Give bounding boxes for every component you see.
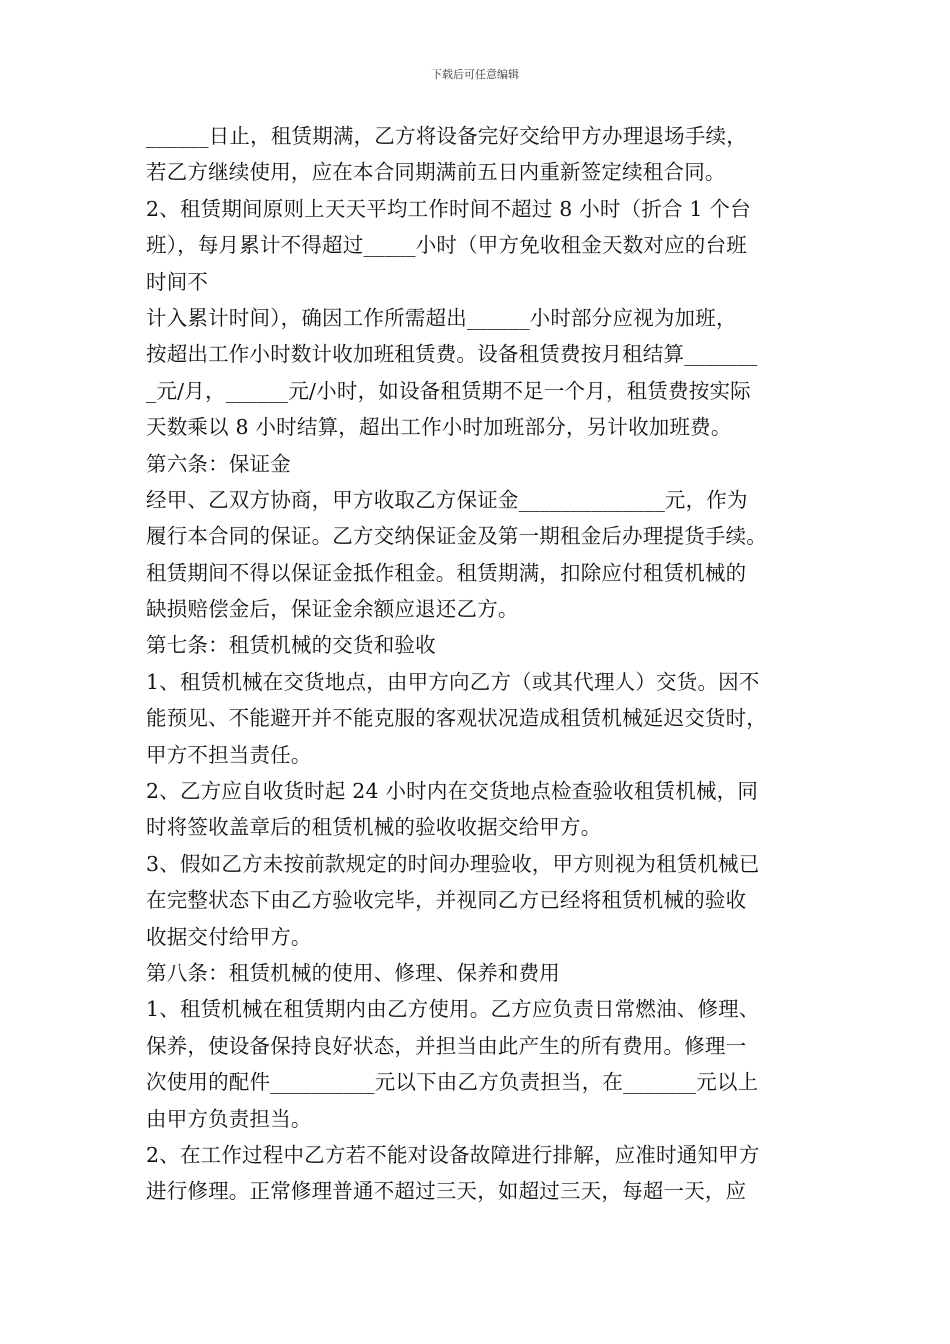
text-line: 甲方不担当责任。	[146, 742, 312, 767]
text-line: _元/月，______元/小时，如设备租赁期不足一个月，租赁费按实际	[146, 378, 751, 403]
text-line: 按超出工作小时数计收加班租赁费。设备租赁费按月租结算_______	[146, 342, 758, 367]
page-header: 下载后可任意编辑	[431, 68, 519, 81]
text-line: 1、租赁机械在交货地点，由甲方向乙方（或其代理人）交货。因不	[146, 669, 760, 694]
text-line: 2、乙方应自收货时起 24 小时内在交货地点检查验收租赁机械，同	[146, 779, 759, 804]
text-line: 在完整状态下由乙方验收完毕，并视同乙方已经将租赁机械的验收	[146, 888, 747, 913]
text-line: 租赁期间不得以保证金抵作租金。租赁期满，扣除应付租赁机械的	[146, 560, 747, 585]
text-line: 次使用的配件__________元以下由乙方负责担当，在_______元以上	[146, 1070, 759, 1095]
text-line: 3、假如乙方未按前款规定的时间办理验收，甲方则视为租赁机械已	[146, 851, 760, 876]
text-line: 班），每月累计不得超过_____小时（甲方免收租金天数对应的台班	[146, 233, 747, 258]
text-line: 能预见、不能避开并不能克服的客观状况造成租赁机械延迟交货时，	[146, 706, 767, 731]
text-line: 时将签收盖章后的租赁机械的验收收据交给甲方。	[146, 815, 602, 840]
text-line: 若乙方继续使用，应在本合同期满前五日内重新签定续租合同。	[146, 160, 726, 185]
text-line: 计入累计时间），确因工作所需超出______小时部分应视为加班，	[146, 305, 737, 330]
text-line: 收据交付给甲方。	[146, 924, 312, 949]
text-line: 时间不	[146, 269, 209, 294]
text-line: 保养，使设备保持良好状态，并担当由此产生的所有费用。修理一	[146, 1033, 747, 1058]
text-line: 天数乘以 8 小时结算，超出工作小时加班部分，另计收加班费。	[146, 415, 732, 440]
text-line: ______日止，租赁期满，乙方将设备完好交给甲方办理退场手续，	[146, 124, 747, 148]
text-line: 第七条：租赁机械的交货和验收	[146, 633, 436, 658]
text-line: 第六条：保证金	[146, 451, 291, 476]
text-line: 进行修理。正常修理普通不超过三天，如超过三天，每超一天，应	[146, 1179, 747, 1204]
text-line: 经甲、乙双方协商，甲方收取乙方保证金______________元，作为	[146, 487, 748, 512]
text-line: 履行本合同的保证。乙方交纳保证金及第一期租金后办理提货手续。	[146, 524, 767, 549]
text-line: 1、租赁机械在租赁期内由乙方使用。乙方应负责日常燃油、修理、	[146, 997, 760, 1022]
text-line: 2、在工作过程中乙方若不能对设备故障进行排解，应准时通知甲方	[146, 1142, 760, 1167]
document-body	[146, 118, 810, 1210]
text-line: 由甲方负责担当。	[146, 1106, 312, 1131]
text-line: 2、租赁期间原则上天天平均工作时间不超过 8 小时（折合 1 个台	[146, 196, 751, 221]
text-line: 第八条：租赁机械的使用、修理、保养和费用	[146, 960, 560, 985]
text-line: 缺损赔偿金后，保证金余额应退还乙方。	[146, 597, 519, 622]
